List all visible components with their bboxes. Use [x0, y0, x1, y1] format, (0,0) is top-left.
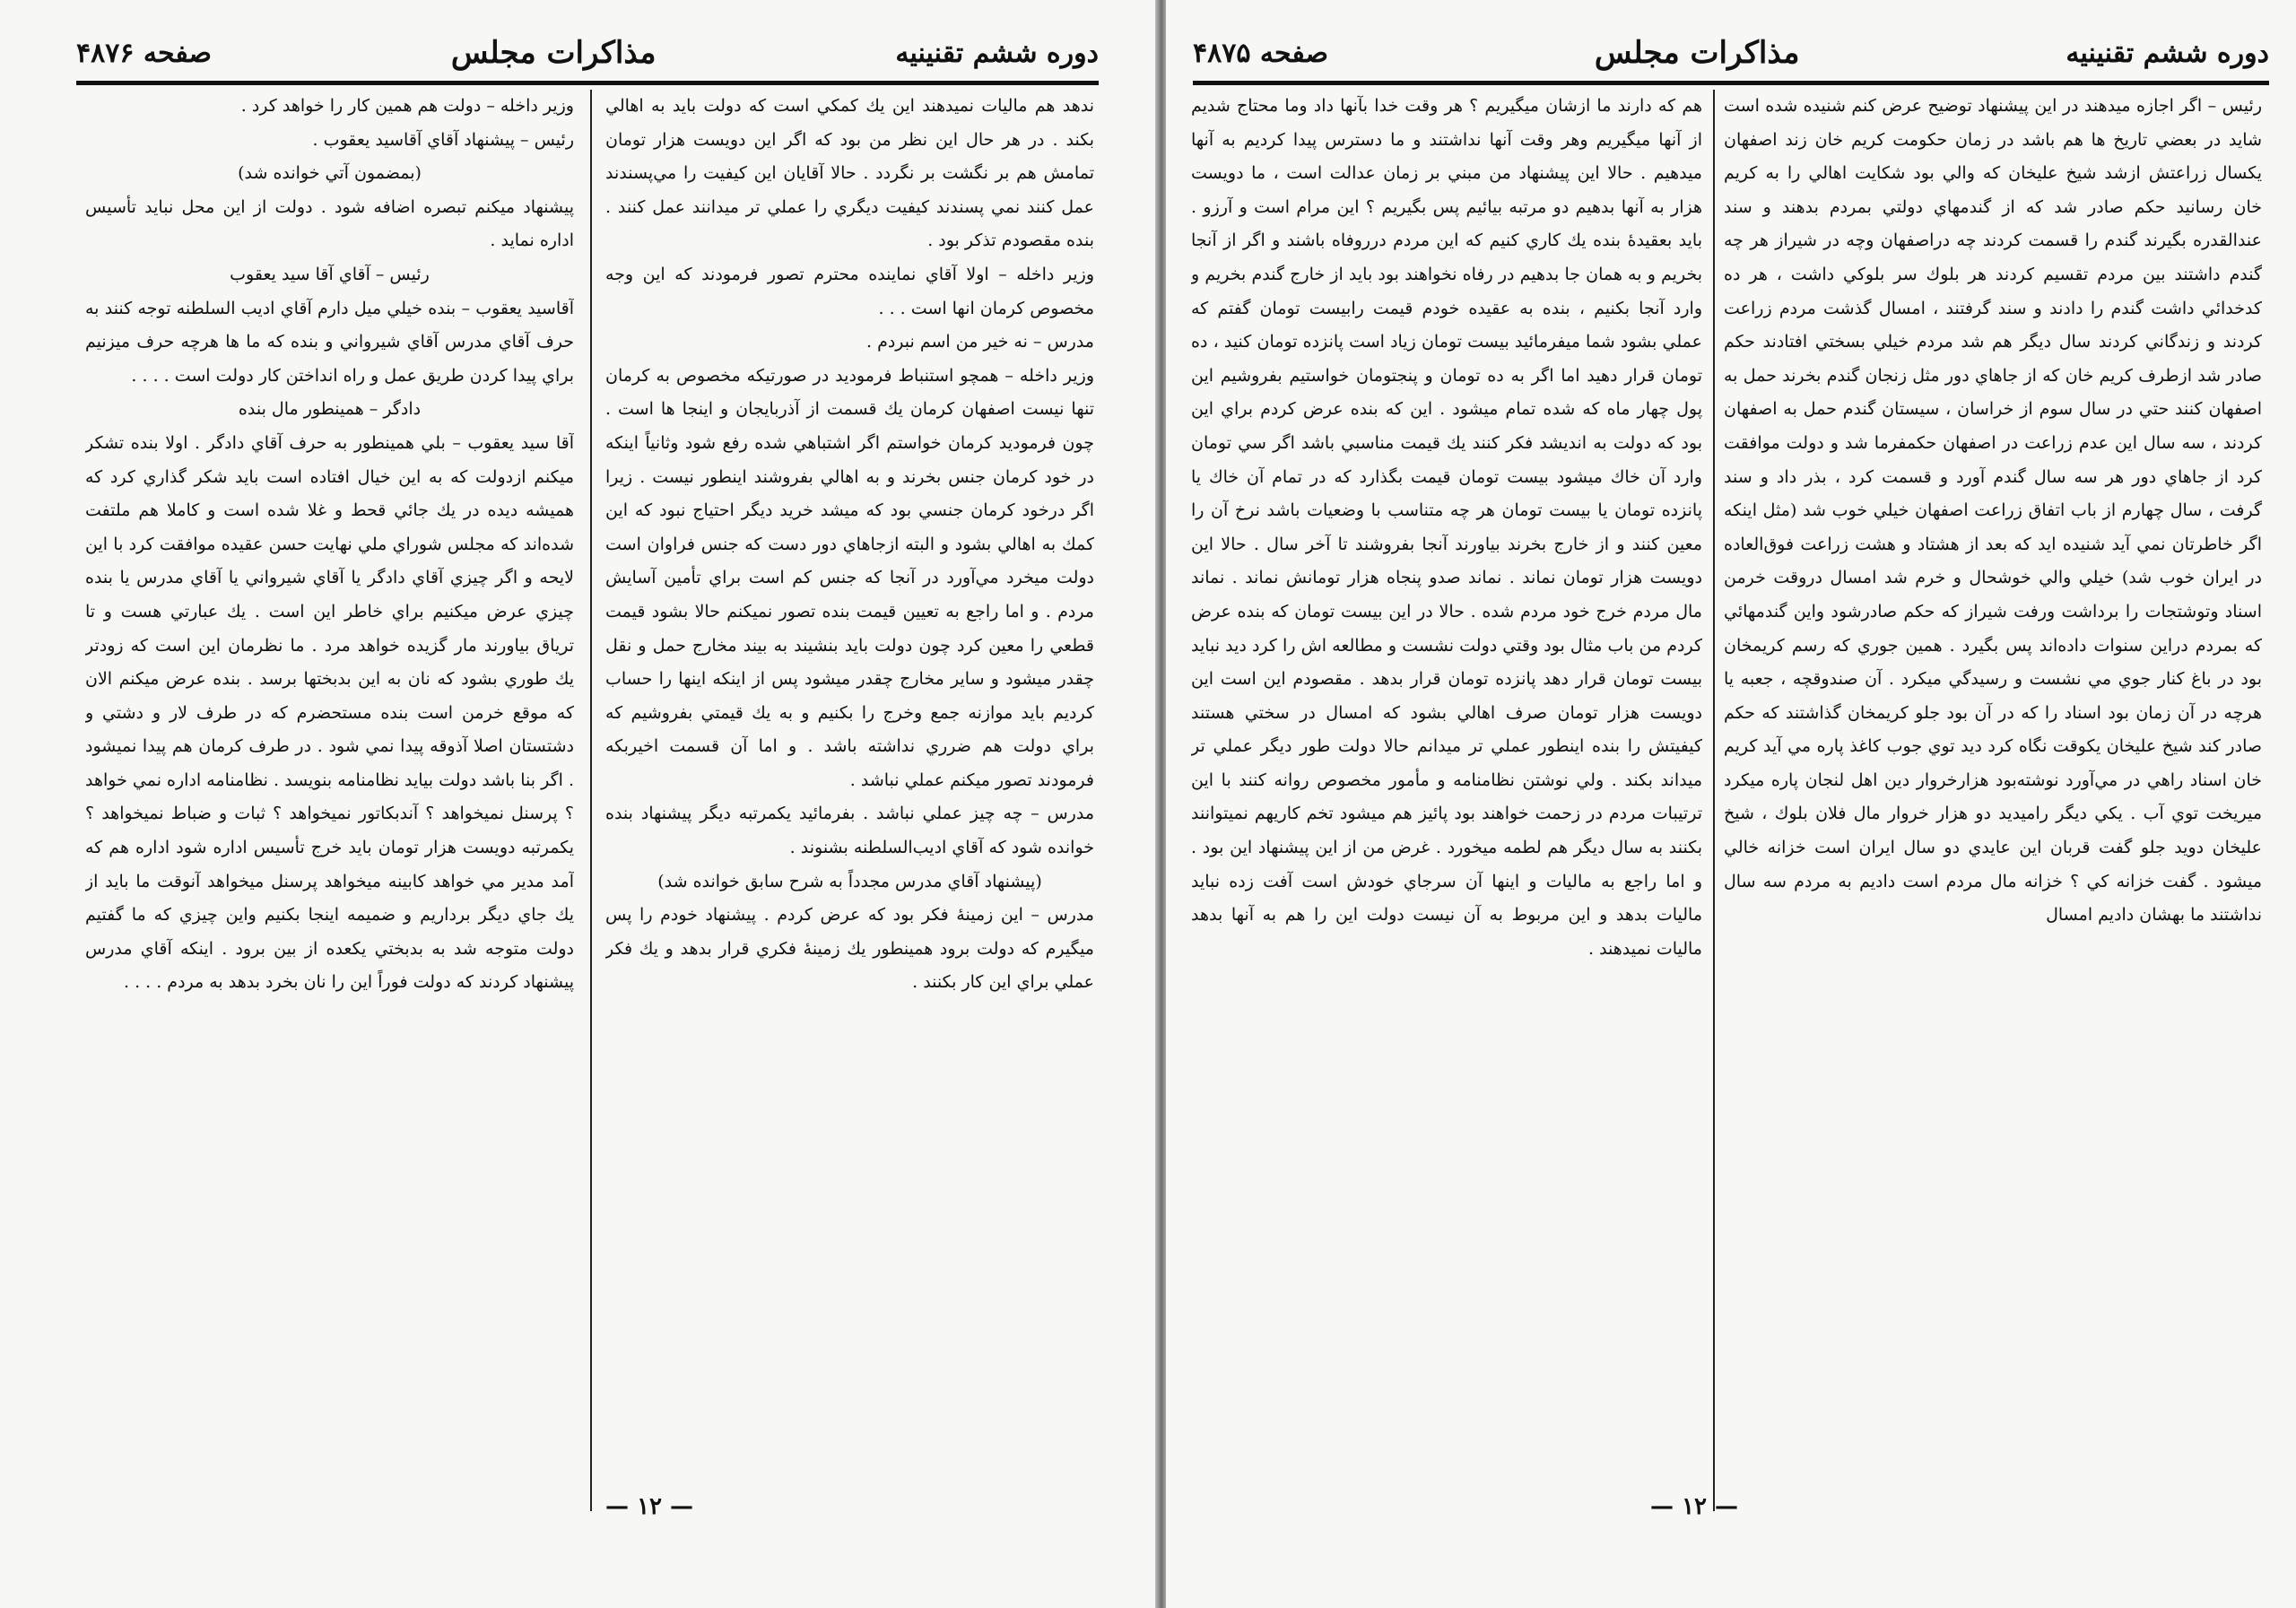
paragraph: (پيشنهاد آقاي مدرس مجدداً به شرح سابق خوانده شد) — [657, 871, 1042, 891]
page-header — [1193, 25, 2269, 81]
paragraph: رئيس – آقاي آقا سيد يعقوب — [230, 264, 430, 284]
header-rule — [1193, 81, 2269, 85]
text-column-right — [605, 90, 1094, 1507]
column-divider — [1713, 90, 1715, 1511]
paragraph: هم كه دارند ما ازشان ميگيريم ؟ هر وقت خدا بآنها داد وما محتاج شديم از آنها ميگيريم وهر وقت آنها نداشتند و ما دسترس پيدا كرديم به آنها ميدهيم . حالا اين پيشنهاد من مبني بر زمان عدالت است ، ما دويست هزار به آنها بدهيم دو مرتبه بيائيم پس بگيريم ؟ اين مرام است و آرزو . بايد بعقيدهٔ بنده يك كاري كنيم كه اين مردم درروفاه باشند و اگر از آنجا بخريم و به همان جا بدهيم در رفاه نخواهند بود بايد از خارج گندم بخريم و وارد آنجا بكنيم ، بنده به عقيده خودم قيمت رابيست تومان گفتم كه عملي بشود شما ميفرمائيد بيست تومان زياد است پانزده تومان كنيد ، ده تومان قرار دهيد اما اگر به ده تومان و پنجتومان خواستيم بفروشيم اين پول چهار ماه كه شده تمام ميشود . اين كه بنده عرض كردم براي اين بود كه دولت به انديشد فكر كنند يك قيمت مناسبي باشد اگر سي تومان وارد آن خاك ميشود بيست تومان قيمت بگذارد كه در تمام آن خاك يا پانزده تومان يا بيست تومان هر چه متناسب با وضعيات باشد نرخ آن را معين كنند و از خارج بخرند بياورند آنجا بفروشند تا آخر سال . حالا اين دويست هزار تومان نماند . نماند صدو پنجاه هزار تومانش نماند . نماند مال مردم خرج خود مردم شده . حالا در اين بيست تومان كه بنده عرض كردم من باب مثال بود وقتي دولت نشست و مطالعه اش را كرد ديد نبايد بيست تومان قرار دهد پانزده تومان قرار بدهد . مقصودم اين است اين دويست هزار تومان صرف اهالي بشود كه امسال در سختي هستند كيفيتش را بنده اينطور عملي تر ميدانم حالا دولت طور ديگر عملي تر ميداند بكند . ولي نوشتن نظامنامه و مأمور مخصوص روانه كنند با اين ترتيبات مردم در زحمت خواهند بود پائيز هم ميشود تخم كاريهم نميتوانند بكنند به سال ديگر هم لطمه ميخورد . غرض من از اين پيشنهاد اين بود . و اما راجع به ماليات و اينها آن سرجاي خودش است آفت زده نبايد ماليات بدهد و اين مربوط به آن نيست دولت اين را هم به آنها بدهد ماليات نميدهند . — [1191, 96, 1702, 959]
paragraph: وزير داخله – اولا آقاي نماينده محترم تصور فرمودند كه اين وجه مخصوص كرمان انها است . . . — [605, 264, 1094, 318]
page-number: — ۱۲ — — [1650, 1493, 1739, 1520]
header-rule — [76, 81, 1099, 85]
paragraph: رئيس – اگر اجازه ميدهند در اين پيشنهاد توضيح عرض كنم شنيده شده است شايد در بعضي تاريخ ها هم باشد در زمان حكومت كريم خان زند اصفهان يكسال زراعتش ازشد شيخ عليخان كه والي بود شكايت اهالي را به كريم خان رسانيد حكم صادر شد كه از گندمهاي دولتي بمردم بدهند و سند عندالقدره بگيرند گندم را قسمت كردند چه دراصفهان وچه در شيراز هر چه گندم داشتند بين مردم تقسيم كردند هر بلوك سر بلوكي داشت ، هر ده كدخدائي داشت گندم را دادند و سند گرفتند ، امسال گذشت مردم زراعت كردند و زندگاني كردند سال ديگر هم شد مردم خيلي بسختي افتادند حكم صادر شد ازطرف كريم خان كه از جاهاي دور مثل زنجان گندم بخرند حمل به اصفهان كنند حتي در سال سوم از خراسان ، سيستان گندم حمل به اصفهان كردند ، سه سال اين عدم زراعت در اصفهان حكمفرما شد و دولت موافقت كرد از جاهاي دور هر سه سال گندم آورد و قسمت كرد ، بذر داد و سند گرفت ، سال چهارم از باب اتفاق زراعت اصفهان خيلي خوب شد (مثل اينكه اگر خاطرتان نمي آيد شنيده ايد كه بعد از هشتاد و هشت زراعت فوق‌العاده در ايران خوب شد) خيلي والي خوشحال و خرم شد امسال دروقت خرمن اسناد وتوشتجات را برداشت ورفت شيراز كه حكم صادرشود واين گندمهائي كه بمردم دراين سنوات داده‌اند پس بگيرد . همين جوري كه رسم كريمخان بود در باغ كنار جوي مي نشست و رسيدگي ميكرد . آن صندوقچه ، جعبه يا هرچه در آن زمان بود اسناد را كه در آن بود جلو كريمخان گذاشتند كه حكم صادر كند شيخ عليخان يكوقت نگاه كرد ديد توي جوب كاغذ پاره مي آيد كريم خان اسناد راهي در مي‌آورد نوشته‌بود هزارخروار دين اهل لنجان پاره ميكرد ميريخت توي آب . يكي ديگر راميديد دو هزار خروار مال فلان بلوك ، شيخ عليخان دويد جلو گفت قربان اين عايدي دو سال ايران است خزانه خالي ميشود . گفت خزانه كي ؟ خزانه مال مردم است دادیم به مردم سه سال نداشتند ما بهشان داديم امسال — [1724, 96, 2262, 926]
paragraph: آقا سيد يعقوب – بلي همينطور به حرف آقاي دادگر . اولا بنده تشكر ميكنم ازدولت كه به اين خيال افتاده است بايد شكر گذاري كرد كه هميشه ديده در يك جائي قحط و غلا شده است و كاملا هم ملتفت شده‌اند كه مجلس شوراي ملي نهايت حسن عقيده موافقت كرد با اين لايحه و اگر چيزي آقاي دادگر يا آقاي شيرواني يا آقاي مدرس يا بنده چيزي عرض ميكنيم براي خاطر اين است . يك عبارتي هست و تا ترياق بياورند مار گزيده خواهد مرد . ما نظرمان اين است كه زودتر يك طوري بشود كه نان به اين بدبختها برسد . بنده عرض ميكنم الان كه موقع خرمن است بنده مستحضرم كه در طرف لار و دشتي و دشتستان اصلا آذوقه پيدا نمي شود . در طرف كرمان هم پيدا نميشود . اگر بنا باشد دولت بيايد نظامنامه بنويسد . نظامنامه اداره نمي خواهد ؟ پرسنل نميخواهد ؟ آندبكاتور نميخواهد ؟ ثبات و ضباط نميخواهد ؟ يكمرتبه دويست هزار تومان بايد خرج تأسيس اداره شود اداره هم كه آمد مدير مي خواهد كابينه ميخواهد پرسنل ميخواهد آنوقت ما بايد از يك جاي ديگر برداريم و ضميمه اينجا بكنيم واين چيزي كه ما گفتيم دولت متوجه شد به بدبختي يكعده از بين برود . اينكه آقاي مدرس پيشنهاد كردند كه دولت فوراً اين را نان بخرد بدهد به مردم . . . . — [85, 432, 574, 993]
paragraph: ندهد هم ماليات نميدهند اين يك كمكي است كه دولت بايد به اهالي بكند . در هر حال اين نظر من بود كه اگر اين دويست هزار تومان تمامش هم بر نگشت بر نگردد . حالا آقايان اين كيفيت را مي‌پسندند عمل كنند نمي پسندند كيفيت ديگري را عملي تر ميدانند عمل كنند . بنده مقصودم تذكر بود . — [605, 96, 1094, 251]
text-column-right — [1724, 90, 2262, 1507]
paragraph: پيشنهاد ميكنم تبصره اضافه شود . دولت از اين محل نبايد تأسيس اداره نمايد . — [85, 196, 574, 251]
paragraph: مدرس – نه خير من اسم نبردم . — [866, 332, 1094, 352]
session-label: دوره ششم تقنينيه — [2066, 37, 2269, 69]
session-label: دوره ششم تقنينيه — [895, 37, 1099, 69]
column-divider — [590, 90, 592, 1511]
text-column-left — [85, 90, 574, 1507]
header-title: مذاكرات مجلس — [450, 35, 657, 71]
page-number: — ۱۲ — — [605, 1493, 694, 1520]
paragraph: مدرس – چه چيز عملي نباشد . بفرمائيد يكمرتبه ديگر پيشنهاد بنده خوانده شود كه آقاي ادیب‌السلطنه بشنوند . — [605, 804, 1094, 858]
right-page — [1166, 0, 2296, 1608]
paragraph: وزير داخله – دولت هم همين كار را خواهد كرد . — [240, 96, 574, 116]
paragraph: آقاسيد يعقوب – بنده خيلي ميل دارم آقاي اديب السلطنه توجه كنند به حرف آقاي مدرس آقاي شيرواني و بنده كه ما ها هرچه حرف ميزنيم براي پيدا كردن طريق عمل و راه انداختن كار دولت است . . . . — [85, 298, 574, 386]
text-column-left — [1191, 90, 1702, 1507]
header-title: مذاكرات مجلس — [1594, 35, 1800, 71]
paragraph: وزير داخله – همچو استنباط فرموديد در صورتيكه مخصوص به كرمان تنها نيست اصفهان كرمان يك قسمت از آذربايجان و اينجا ها است . چون فرموديد كرمان خواستم اگر اشتباهي شده رفع شود وثانياً اينكه در خود كرمان جنس بخرند و به اهالي بفروشند اينطور نيست . زيرا اگر درخود كرمان جنسي بود كه ميشد خريد ديگر احتياج نبود كه اين كمك به اهالي بشود و البته ازجاهاي دور دست كه جنس فراوان است دولت ميخرد مي‌آورد در آنجا كه جنس كم است براي تأمين آسايش مردم . و اما راجع به تعيين قيمت بنده تصور نميكنم حالا بشود قيمت قطعي را معين كرد چون دولت بايد بنشيند به بيند مخارج حمل و نقل چقدر ميشود و ساير مخارج چقدر ميشود پس از اينكه اينها را حساب كرديم بايد موازنه جمع وخرج را بكنيم و به يك قيمتي بفروشيم كه براي دولت هم ضرري نداشته باشد . و اما آن قسمت اخيربكه فرمودند تصور ميكنم عملي نباشد . — [605, 365, 1094, 790]
paragraph: مدرس – اين زمينهٔ فكر بود كه عرض كردم . پيشنهاد خودم را پس ميگيرم كه دولت برود همينطور يك زمينهٔ فكري قرار بدهد و يك فكر عملي براي اين كار بكنند . — [605, 905, 1094, 993]
paragraph: رئيس – پيشنهاد آقاي آقاسيد يعقوب . — [312, 129, 574, 150]
page-header — [76, 25, 1099, 81]
page-number-label: صفحه ۴۸۷۵ — [1193, 37, 1328, 69]
page-number-label: صفحه ۴۸۷۶ — [76, 37, 212, 69]
paragraph: (بمضمون آتي خوانده شد) — [238, 163, 422, 184]
paragraph: دادگر – همينطور مال بنده — [238, 399, 422, 420]
